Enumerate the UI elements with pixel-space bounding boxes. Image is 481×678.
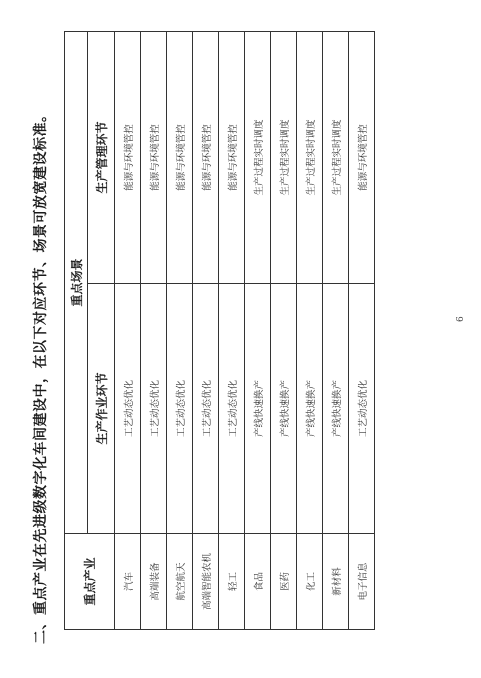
- cell-management: 能源与环境管控: [219, 31, 245, 283]
- industry-scenario-table: [64, 31, 375, 630]
- cell-operation: 工艺动态优化: [349, 284, 375, 534]
- header-management: 生产管理环节: [88, 31, 115, 283]
- cell-management: 生产过程实时调度: [245, 31, 271, 283]
- table-row: [219, 31, 245, 629]
- table-body: [115, 31, 375, 629]
- cell-management: 生产过程实时调度: [323, 31, 349, 283]
- cell-operation: 工艺动态优化: [141, 284, 167, 534]
- cell-operation: 工艺动态优化: [115, 284, 141, 534]
- cell-industry: 汽车: [115, 534, 141, 630]
- cell-industry: 新材料: [323, 534, 349, 630]
- page-number: 6: [456, 316, 466, 322]
- cell-management: 生产过程实时调度: [271, 31, 297, 283]
- table-row: [271, 31, 297, 629]
- table-row: [349, 31, 375, 629]
- header-industry: 重点产业: [65, 534, 115, 630]
- cell-industry: 医药: [271, 534, 297, 630]
- cell-industry: 食品: [245, 534, 271, 630]
- table-row: [323, 31, 349, 629]
- cell-operation: 工艺动态优化: [167, 284, 193, 534]
- cell-industry: 轻工: [219, 534, 245, 630]
- cell-industry: 高端装备: [141, 534, 167, 630]
- table-row: [115, 31, 141, 629]
- table-row: [141, 31, 167, 629]
- header-operation: 生产作业环节: [88, 284, 115, 534]
- cell-industry: 航空航天: [167, 534, 193, 630]
- table-row: [167, 31, 193, 629]
- cell-management: 能源与环境管控: [193, 31, 219, 283]
- cell-operation: 产线快速换产: [245, 284, 271, 534]
- cell-operation: 产线快速换产: [297, 284, 323, 534]
- cell-management: 能源与环境管控: [167, 31, 193, 283]
- cell-industry: 高端智能农机: [193, 534, 219, 630]
- header-scenario-group: 重点场景: [65, 31, 88, 533]
- cell-operation: 产线快速换产: [323, 284, 349, 534]
- table-row: [245, 31, 271, 629]
- page-heading: 二、重点产业在先进级数字化车间建设中，在以下对应环节、场景可放宽建设标准。: [33, 107, 49, 644]
- cell-management: 生产过程实时调度: [297, 31, 323, 283]
- table-row: [193, 31, 219, 629]
- cell-industry: 电子信息: [349, 534, 375, 630]
- cell-management: 能源与环境管控: [349, 31, 375, 283]
- cell-operation: 产线快速换产: [271, 284, 297, 534]
- cell-industry: 化工: [297, 534, 323, 630]
- cell-operation: 工艺动态优化: [219, 284, 245, 534]
- cell-management: 能源与环境管控: [115, 31, 141, 283]
- cell-operation: 工艺动态优化: [193, 284, 219, 534]
- cell-management: 能源与环境管控: [141, 31, 167, 283]
- table-row: [297, 31, 323, 629]
